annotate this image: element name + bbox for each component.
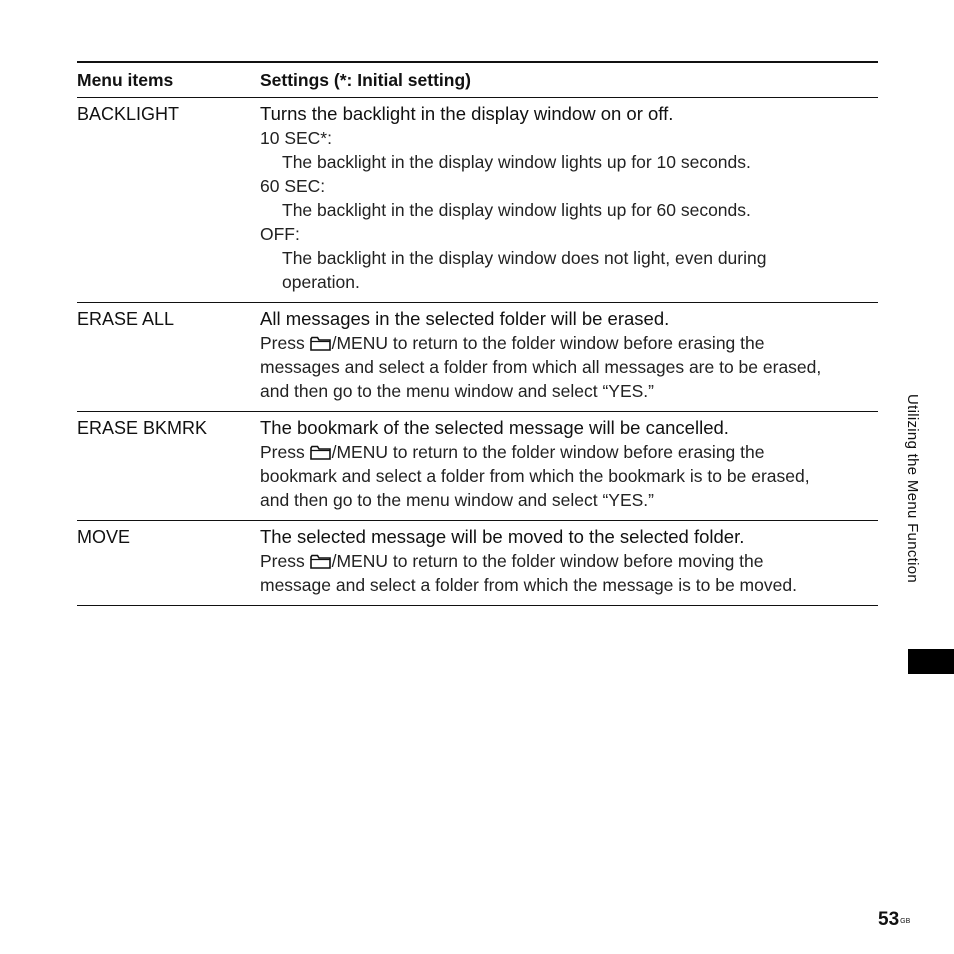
menu-item-name: MOVE: [77, 527, 131, 547]
table-row: [77, 412, 878, 521]
menu-settings-table: [77, 61, 878, 606]
page-number-value: 53: [878, 909, 900, 930]
option-label: 60 SEC:: [260, 176, 326, 196]
menu-item-name: ERASE ALL: [77, 309, 175, 329]
page-region: GB: [900, 918, 911, 925]
folder-icon: [310, 336, 331, 351]
table-header: [77, 63, 878, 98]
instruction-rest: /MENU to return to the folder window before moving the: [331, 551, 764, 571]
option-desc: The backlight in the display window does not light, even during: [282, 248, 767, 268]
option-label: OFF:: [260, 224, 300, 244]
setting-instruction-line: bookmark and select a folder from which the bookmark is to be erased,: [260, 466, 810, 486]
instruction-rest: /MENU to return to the folder window before erasing the: [331, 442, 765, 462]
section-tab-marker: [908, 649, 954, 674]
setting-instruction-line: [260, 440, 878, 464]
header-menu-items: Menu items: [77, 70, 174, 90]
folder-icon: [310, 554, 331, 569]
setting-lead: The selected message will be moved to the selected folder.: [260, 526, 745, 547]
press-text: Press: [260, 551, 310, 571]
setting-instruction-line: [260, 331, 878, 355]
press-text: Press: [260, 333, 310, 353]
header-settings: Settings (*: Initial setting): [260, 70, 471, 90]
instruction-rest: /MENU to return to the folder window before erasing the: [331, 333, 765, 353]
press-text: Press: [260, 442, 310, 462]
setting-instruction-line: [260, 549, 878, 573]
page-number: [878, 909, 910, 931]
setting-lead: Turns the backlight in the display window on or off.: [260, 103, 674, 124]
setting-instruction-line: message and select a folder from which the message is to be moved.: [260, 575, 797, 595]
folder-icon: [310, 445, 331, 460]
menu-item-name: ERASE BKMRK: [77, 418, 208, 438]
menu-item-name: BACKLIGHT: [77, 104, 180, 124]
table-row: [77, 98, 878, 303]
setting-instruction-line: messages and select a folder from which all messages are to be erased,: [260, 357, 822, 377]
section-side-label: Utilizing the Menu Function: [904, 394, 921, 584]
option-desc: operation.: [282, 272, 360, 292]
setting-instruction-line: and then go to the menu window and select “YES.”: [260, 490, 654, 510]
setting-lead: The bookmark of the selected message will be cancelled.: [260, 417, 729, 438]
table-row: [77, 303, 878, 412]
setting-instruction-line: and then go to the menu window and select “YES.”: [260, 381, 654, 401]
option-label: 10 SEC*:: [260, 128, 332, 148]
setting-lead: All messages in the selected folder will be erased.: [260, 308, 670, 329]
option-desc: The backlight in the display window lights up for 10 seconds.: [282, 152, 751, 172]
table-row: [77, 521, 878, 606]
option-desc: The backlight in the display window lights up for 60 seconds.: [282, 200, 751, 220]
